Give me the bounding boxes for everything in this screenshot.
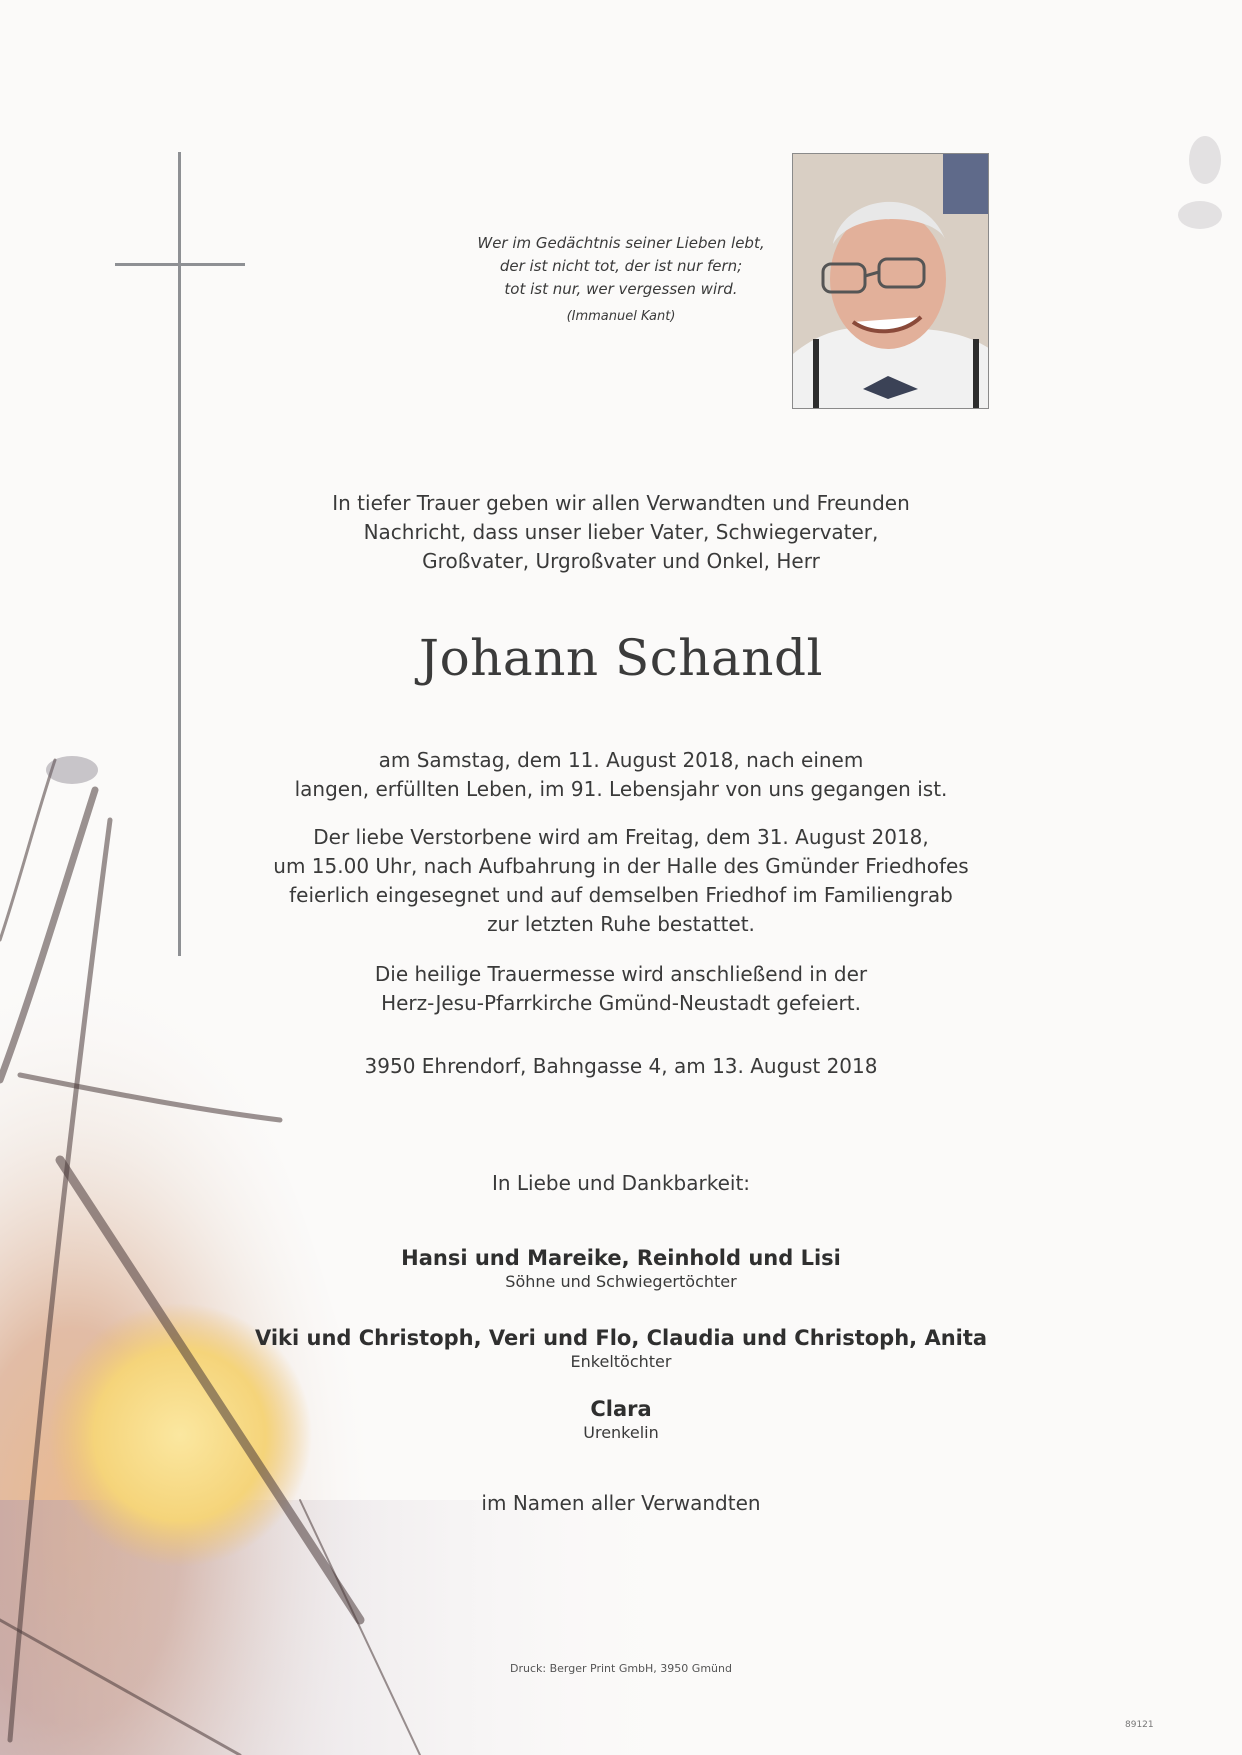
quote-line: tot ist nur, wer vergessen wird. <box>504 280 738 298</box>
funeral-line: zur letzten Ruhe bestattet. <box>487 912 755 936</box>
funeral-line: um 15.00 Uhr, nach Aufbahrung in der Halle des Gmünder Friedhofes <box>273 854 969 878</box>
funeral-info <box>0 823 1242 939</box>
mourner-names: Clara <box>590 1397 652 1421</box>
mourner-names: Viki und Christoph, Veri und Flo, Claudia und Christoph, Anita <box>254 1326 988 1350</box>
mass-line: Die heilige Trauermesse wird anschließend in der <box>374 962 868 986</box>
quote-line: der ist nicht tot, der ist nur fern; <box>499 257 743 275</box>
mourner-relation: Söhne und Schwiegertöchter <box>505 1272 737 1291</box>
address-date-line: 3950 Ehrendorf, Bahngasse 4, am 13. August 2018 <box>364 1054 878 1078</box>
death-notice-line: langen, erfüllten Leben, im 91. Lebensjahr von uns gegangen ist. <box>294 777 948 801</box>
death-notice <box>0 746 1242 804</box>
mass-info <box>0 960 1242 1018</box>
dedication: In Liebe und Dankbarkeit: <box>491 1171 751 1195</box>
mourner-relation: Urenkelin <box>583 1423 659 1442</box>
mourner-group <box>0 1245 1242 1292</box>
funeral-line: feierlich eingesegnet und auf demselben Friedhof im Familiengrab <box>289 883 953 907</box>
quote <box>0 232 1242 328</box>
form-code: 89121 <box>1125 1720 1154 1730</box>
intro-text <box>0 489 1242 576</box>
mourner-group <box>0 1396 1242 1443</box>
mass-line: Herz-Jesu-Pfarrkirche Gmünd-Neustadt gefeiert. <box>381 991 861 1015</box>
mourner-relation: Enkeltöchter <box>570 1352 672 1371</box>
intro-line: Nachricht, dass unser lieber Vater, Schwiegervater, <box>363 520 879 544</box>
quote-line: Wer im Gedächtnis seiner Lieben lebt, <box>477 234 765 252</box>
printer-credit: Druck: Berger Print GmbH, 3950 Gmünd <box>510 1662 732 1675</box>
intro-line: In tiefer Trauer geben wir allen Verwandten und Freunden <box>332 491 910 515</box>
funeral-line: Der liebe Verstorbene wird am Freitag, dem 31. August 2018, <box>313 825 929 849</box>
intro-line: Großvater, Urgroßvater und Onkel, Herr <box>422 549 820 573</box>
mourner-group <box>0 1325 1242 1372</box>
quote-author: (Immanuel Kant) <box>566 309 676 324</box>
closing-line: im Namen aller Verwandten <box>481 1491 761 1515</box>
death-notice-line: am Samstag, dem 11. August 2018, nach einem <box>378 748 864 772</box>
mourner-names: Hansi und Mareike, Reinhold und Lisi <box>401 1246 841 1270</box>
deceased-name: Johann Schandl <box>419 629 823 687</box>
